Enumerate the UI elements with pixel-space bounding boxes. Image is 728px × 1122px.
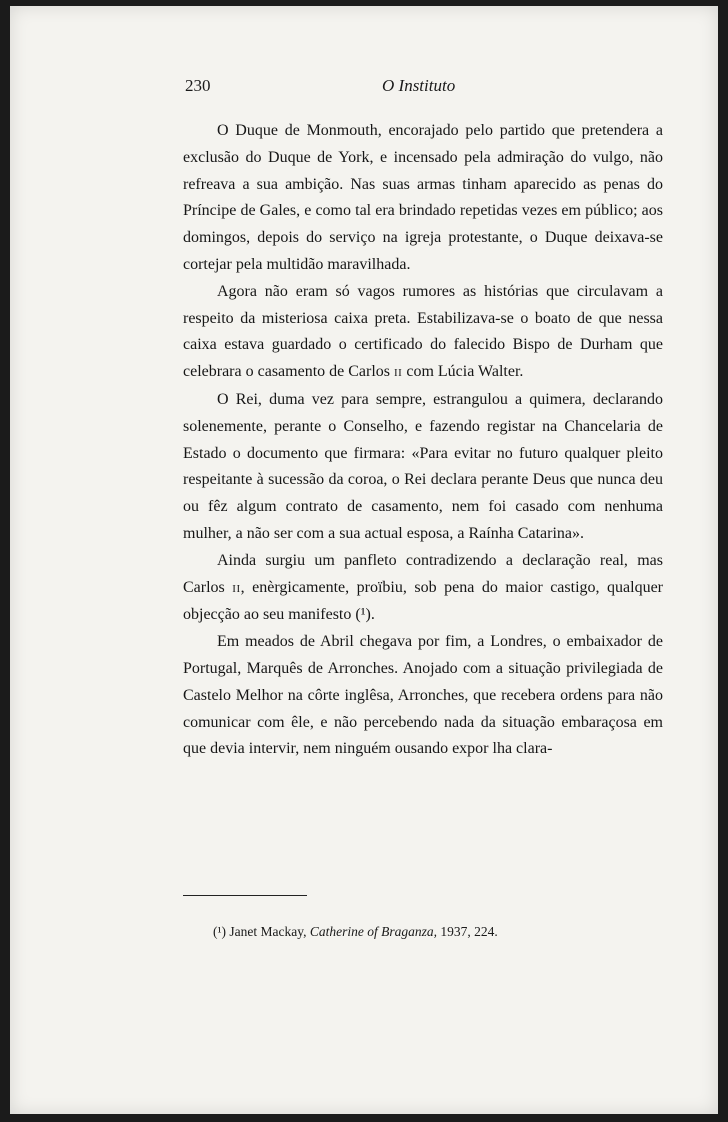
page-header: [10, 76, 718, 106]
footnote: [213, 924, 673, 940]
footnote-title: Catherine of Braganza,: [309, 924, 438, 939]
paragraph-4-end: , enèrgicamente, proïbiu, sob pena do maior castigo, qualquer objecção ao seu manifesto (¹).: [183, 578, 663, 624]
footnote-divider: [183, 895, 307, 896]
paragraph-3: O Rei, duma vez para sempre, estrangulou a quimera, declarando solenemente, perante o Conselho, e fazendo registar na Chancelaria de Estado o documento que firmara: «Para evitar no futuro qualquer pleito respeitante à sucessão da coroa, o Rei declara perante Deus que nunca deu ou fêz algum contrato de casamento, nem foi casado com nenhuma mulher, a não ser com a sua actual esposa, a Raínha Catarina».: [183, 390, 663, 542]
paragraph-2-numeral: II: [394, 367, 403, 380]
page-number: 230: [185, 76, 211, 95]
body-text: [183, 118, 663, 763]
footnote-details: 1937, 224.: [440, 924, 498, 939]
paragraph-4-numeral: II: [232, 582, 241, 595]
paragraph-4-text: Ainda surgiu um panfleto contradizendo a declaração real, mas Carlos: [183, 551, 663, 596]
paragraph-2-text: Agora não eram só vagos rumores as histórias que circulavam a respeito da misteriosa caixa preta. Estabilizava-se o boato de que nessa caixa estava guardado o certificado do falecido Bispo de Durham que celebrara o casamento de Carlos: [183, 282, 663, 381]
footnote-marker: (¹): [213, 924, 227, 939]
paragraph-2-end: com Lúcia Walter.: [406, 363, 524, 381]
paragraph-2: [183, 279, 663, 387]
paragraph-4: [183, 548, 663, 629]
paragraph-5: Em meados de Abril chegava por fim, a Londres, o embaixador de Portugal, Marquês de Arronches. Anojado com a situação privilegiada de Castelo Melhor na côrte inglêsa, Arronches, que recebera ordens para não comunicar com êle, e não percebendo nada da situação embaraçosa em que devia intervir, nem ninguém ousando expor lha clara-: [183, 633, 663, 758]
paragraph-1: O Duque de Monmouth, encorajado pelo partido que pretendera a exclusão do Duque de York, e incensado pela admiração do vulgo, não refreava a sua ambição. Nas suas armas tinham aparecido as penas do Príncipe de Gales, e como tal era brindado repetidas vezes em público; aos domingos, depois do serviço na igreja protestante, o Duque deixava-se cortejar pela multidão maravilhada.: [183, 122, 663, 273]
book-page: [10, 6, 718, 1114]
footnote-author: Janet Mackay,: [229, 924, 307, 939]
running-title: O Instituto: [382, 76, 456, 95]
